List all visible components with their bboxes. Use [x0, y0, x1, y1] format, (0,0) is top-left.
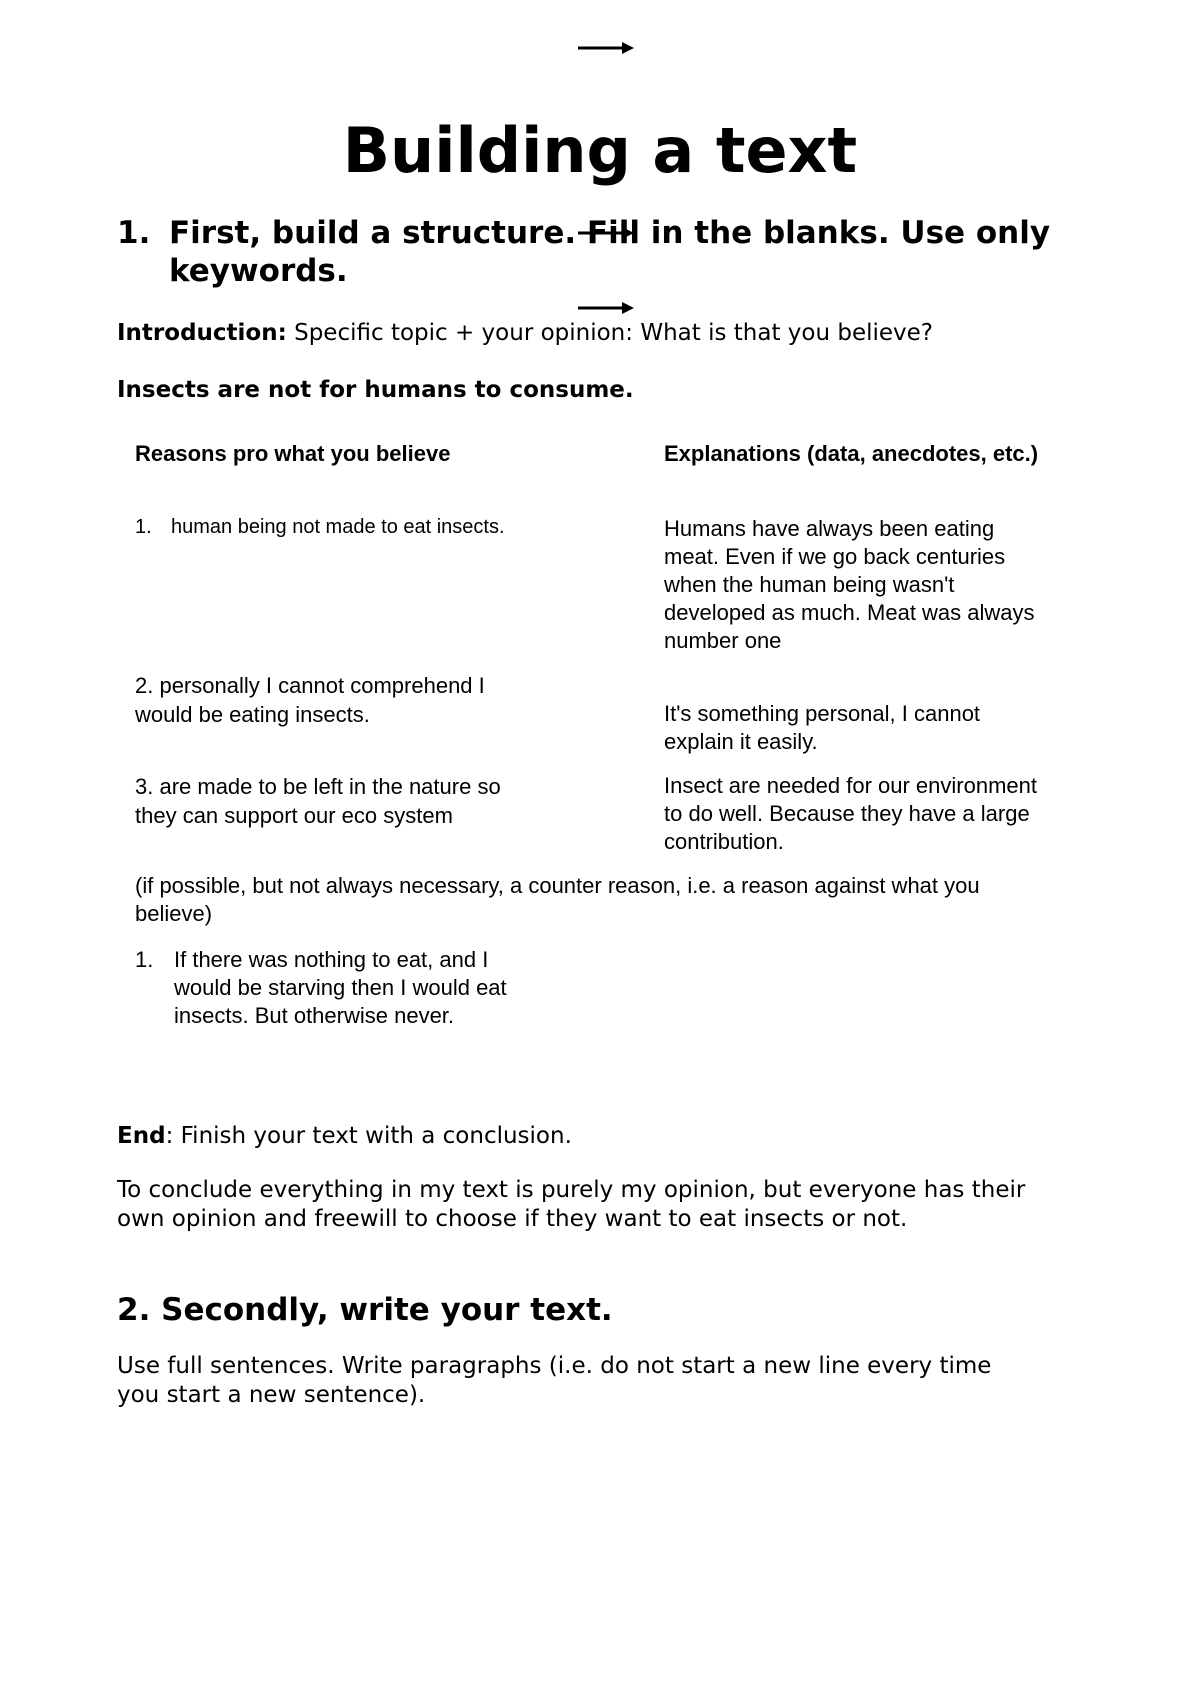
counter-1-line: If there was nothing to eat, and I: [174, 947, 489, 972]
reason-3-line: 3. are made to be left in the nature so: [135, 774, 501, 799]
explanation-3: [664, 772, 1037, 856]
counter-1-line: insects. But otherwise never.: [174, 1003, 455, 1028]
reason-1-number: 1.: [135, 516, 152, 538]
explanation-1: [664, 515, 1035, 655]
reason-2-line: would be eating insects.: [135, 702, 370, 727]
section1-heading-line2: keywords.: [169, 253, 348, 289]
reason-2: [135, 671, 485, 729]
counter-1-number: 1.: [135, 947, 154, 972]
conclusion-line: own opinion and freewill to choose if they want to eat insects or not.: [117, 1206, 908, 1232]
counter-1-line: would be starving then I would eat: [174, 975, 507, 1000]
explanations-header: Explanations (data, anecdotes, etc.): [664, 441, 1039, 466]
page-title: Building a text: [342, 114, 858, 187]
explanation-1-line: when the human being wasn't: [664, 572, 955, 597]
end-label: End: [117, 1123, 166, 1149]
arrow-right-icon: [578, 301, 634, 315]
explanation-3-line: to do well. Because they have a large: [664, 801, 1030, 826]
counter-note-line: believe): [135, 901, 213, 926]
introduction-text: Specific topic + your opinion: What is that you believe?: [294, 320, 933, 346]
reasons-header: Reasons pro what you believe: [135, 441, 451, 466]
section2-instructions: [117, 1352, 991, 1410]
explanation-1-line: number one: [664, 628, 782, 653]
explanation-1-line: meat. Even if we go back centuries: [664, 544, 1006, 569]
counter-note-line: (if possible, but not always necessary, a counter reason, i.e. a reason against what you: [135, 873, 980, 898]
reason-3: [135, 772, 501, 830]
explanation-1-line: Humans have always been eating: [664, 516, 995, 541]
explanation-2-line: explain it easily.: [664, 729, 818, 754]
explanation-3-line: Insect are needed for our environment: [664, 773, 1038, 798]
conclusion-paragraph: [117, 1176, 1025, 1234]
section1-number: 1.: [117, 215, 151, 251]
explanation-2-line: It's something personal, I cannot: [664, 701, 981, 726]
reason-3-line: they can support our eco system: [135, 803, 453, 828]
reason-1-text: human being not made to eat insects.: [171, 516, 505, 538]
end-line: [117, 1121, 572, 1151]
introduction-line: [117, 318, 933, 348]
reason-2-line: 2. personally I cannot comprehend I: [135, 673, 485, 698]
section1-heading-line1: First, build a structure. Fill in the blanks. Use only: [169, 215, 1051, 251]
explanation-1-line: developed as much. Meat was always: [664, 600, 1035, 625]
conclusion-line: To conclude everything in my text is purely my opinion, but everyone has their: [117, 1177, 1026, 1203]
thesis-statement: Insects are not for humans to consume.: [117, 377, 634, 403]
instructions-line: Use full sentences. Write paragraphs (i.e. do not start a new line every time: [117, 1353, 992, 1379]
counter-1: [174, 946, 507, 1030]
section2-heading: 2. Secondly, write your text.: [117, 1292, 613, 1328]
explanation-3-line: contribution.: [664, 829, 784, 854]
counter-reason-note: [135, 872, 980, 928]
instructions-line: you start a new sentence).: [117, 1382, 426, 1408]
introduction-label: Introduction:: [117, 320, 287, 346]
arrow-right-icon: [578, 41, 634, 55]
explanation-2: [664, 700, 980, 756]
end-text: : Finish your text with a conclusion.: [165, 1123, 572, 1149]
